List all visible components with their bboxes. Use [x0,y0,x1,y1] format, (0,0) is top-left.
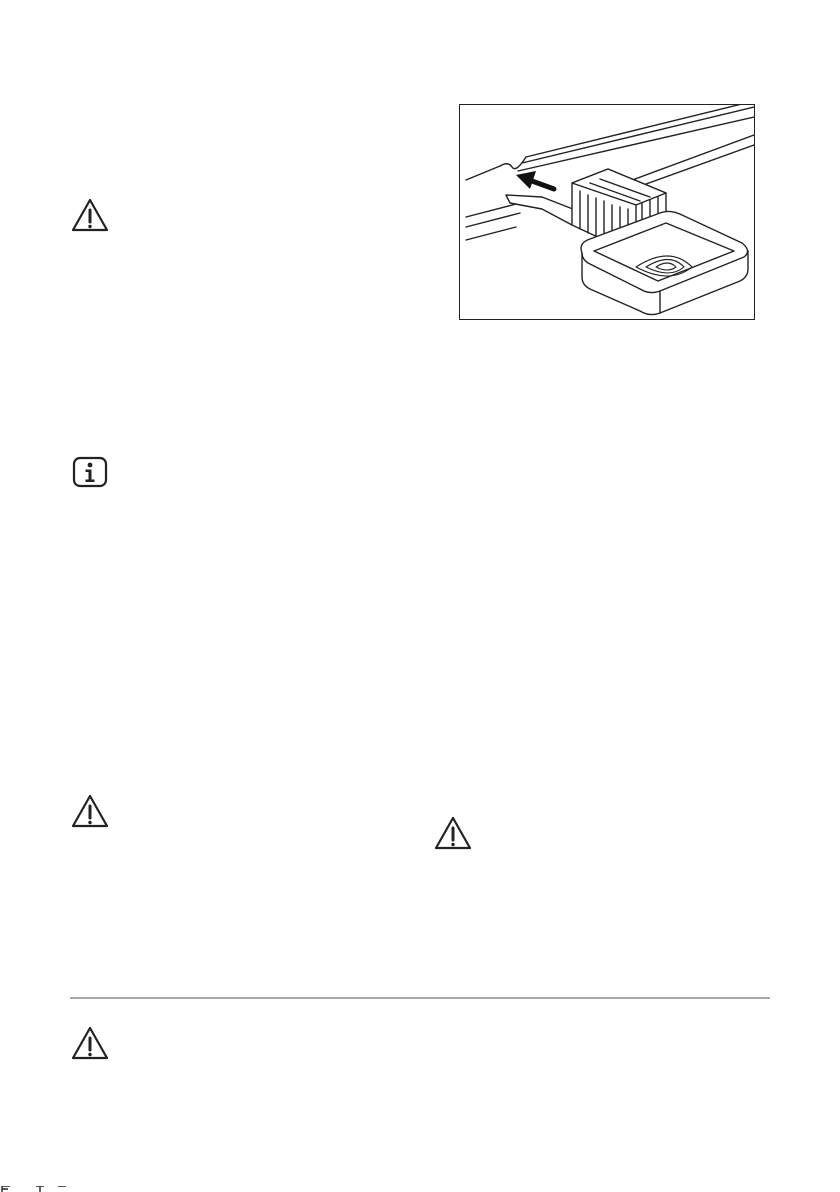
info-icon [72,456,108,488]
drain-tab [506,195,578,225]
warning-icon [70,197,110,233]
rail-upper-line [522,107,754,163]
footer-mark [0,1186,66,1192]
illustration-drawing [460,105,754,319]
rail-inner-line [518,117,754,171]
warning-icon [70,1025,110,1061]
section-divider [70,997,770,999]
drain-pan-illustration [459,104,755,320]
warning-icon [70,793,110,829]
rail-top-edge [466,105,754,180]
insert-arrow [516,171,554,189]
rail-lower-line [466,227,516,240]
warning-icon [433,815,473,851]
